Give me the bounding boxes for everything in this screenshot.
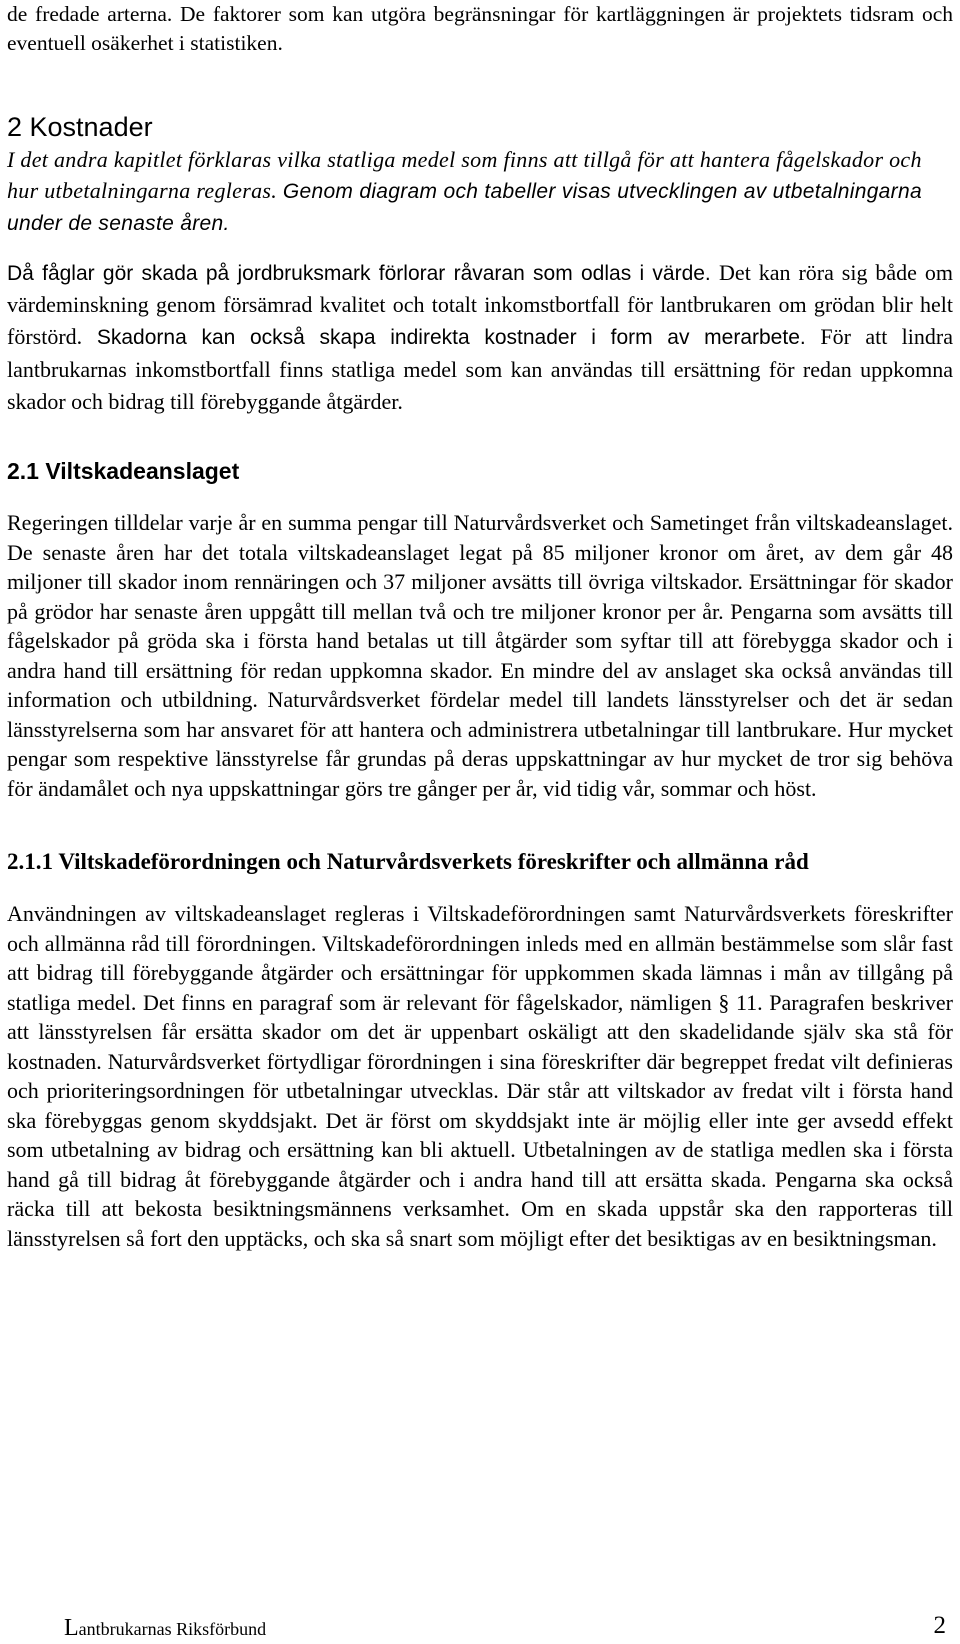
chapter-intro-paragraph [7,144,953,239]
footer-organization-rest: antbrukarnas Riksförbund [78,1619,267,1639]
chapter-body-serif-1: Det kan röra sig både om värdeminskning genom försämrad kvalitet och totalt inkomstbortfall för lantbrukaren om grödan blir helt förstörd. [7,260,953,350]
page-footer [64,1604,946,1640]
chapter-body-paragraph [7,257,953,418]
chapter-intro-serif-text: I det andra kapitlet förklaras vilka statliga medel som finns att tillgå för att hantera fågelskador och hur utbetalningarna regleras. [7,147,922,203]
section-2-1-1-heading: 2.1.1 Viltskadeförordningen och Naturvårdsverkets föreskrifter och allmänna råd [7,849,809,875]
page-number: 2 [933,1612,946,1639]
section-2-1-body: Regeringen tilldelar varje år en summa pengar till Naturvårdsverket och Sametinget från viltskadeanslaget. De senaste åren har det totala viltskadeanslaget legat på 85 miljoner kronor om året, av dem går 48 miljoner till skador inom rennäringen och 37 miljoner avsätts till övriga viltskador. Ersättningar för skador på grödor har senaste åren uppgått till mellan två och tre miljoner kronor per år. Pengarna som avsätts till fågelskador på gröda ska i första hand betalas ut till åtgärder som syftar till att förebygga skador och i andra hand till ersättning för redan uppkomna skador. En mindre del av anslaget ska också användas till information och utbildning. Naturvårdsverket fördelar medel till landets länsstyrelser och det är sedan länsstyrelserna som har ansvaret för att hantera och administrera utbetalningar till lantbrukare. Hur mycket pengar som respektive länsstyrelse får grundas på deras uppskattningar av hur mycket de tror sig behöva för ändamålet och nya uppskattningar görs tre gånger per år, vid tidig vår, sommar och höst. [7,510,953,801]
section-2-1-1-body: Användningen av viltskadeanslaget regleras i Viltskadeförordningen samt Naturvårdsverkets föreskrifter och allmänna råd till förordningen. Viltskadeförordningen inleds med en allmän bestämmelse som slår fast att bidrag till förebyggande åtgärder och ersättningar för uppkommen skada lämnas i mån av tillgång på statliga medel. Det finns en paragraf som är relevant för fågelskador, nämligen § 11. Paragrafen beskriver att länsstyrelsen får ersätta skador om det är uppenbart oskäligt att den skadelidande själv ska stå för kostnaden. Naturvårdsverket förtydligar förordningen i sina föreskrifter där begreppet fredat vilt definieras och prioriteringsordningen för utbetalningar utvecklas. Där står att viltskador av fredat vilt i första hand ska förebyggas genom skyddsjakt. Det är först om skyddsjakt inte är möjlig eller inte ger avsedd effekt som utbetalning av bidrag och ersättning kan bli aktuell. Utbetalningen av de statliga medlen ska i första hand gå till bidrag åt förebyggande åtgärder och i andra hand till att ersätta skada. Pengarna ska också räcka till att bekosta besiktningsmännens verksamhet. Om en skada uppstår ska den rapporteras till länsstyrelsen så fort den upptäcks, och ska så snart som möjligt efter det besiktigas av en besiktningsman. [7,901,953,1251]
chapter-intro-sans-text: Genom diagram och tabeller visas utvecklingen av utbetalningarna under de senaste åren. [7,180,922,235]
chapter-body-sans-1: Då fåglar gör skada på jordbruksmark förlorar råvaran som odlas i värde. [7,262,711,285]
chapter-heading: 2 Kostnader [7,112,153,142]
section-2-1-heading: 2.1 Viltskadeanslaget [7,458,240,485]
intro-continuation-paragraph: de fredade arterna. De faktorer som kan utgöra begränsningar för kartläggningen är projektets tidsram och eventuell osäkerhet i statistiken. [7,2,953,55]
footer-organization [64,1617,266,1640]
chapter-body-sans-2: Skadorna kan också skapa indirekta kostnader i form av merarbete. [96,326,806,350]
footer-organization-initial: L [64,1615,79,1641]
document-page [7,0,953,1253]
chapter-body-serif-2: För att lindra lantbrukarnas inkomstbortfall finns statliga medel som kan användas till ersättning för redan uppkomna skador och bidrag till förebyggande åtgärder. [7,324,953,414]
